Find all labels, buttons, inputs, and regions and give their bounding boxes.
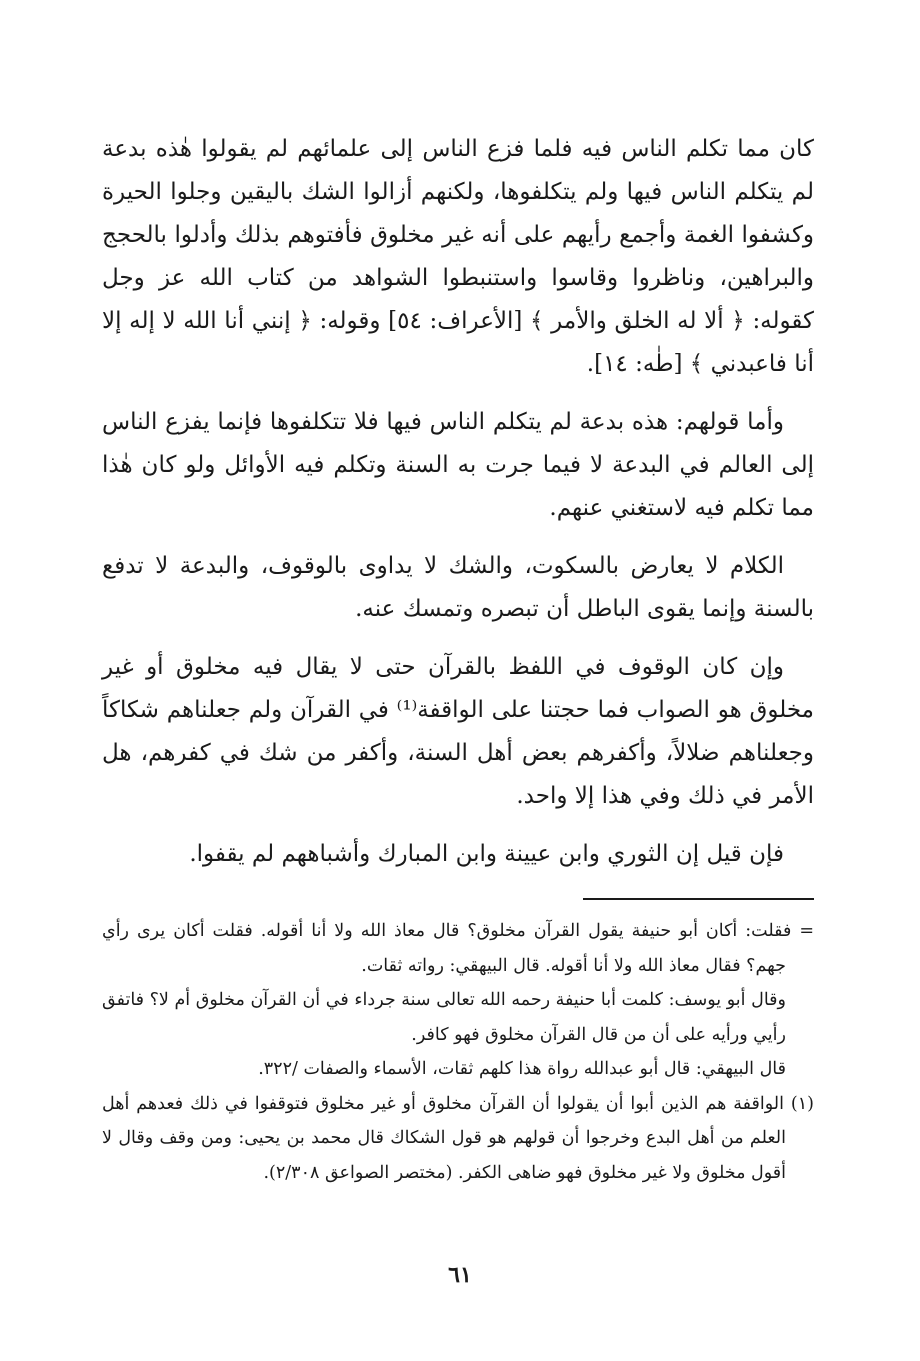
footnote-separator [583,898,814,900]
footnote-continuation: = فقلت: أكان أبو حنيفة يقول القرآن مخلوق؟ قال معاذ الله ولا أنا أقوله. فقلت أكان يرى رأي جهم؟ فقال معاذ الله ولا أنا أقوله. قال البيهقي: رواته ثقات. [102,921,814,976]
paragraph-1: كان مما تكلم الناس فيه فلما فزع الناس إلى علمائهم لم يقولوا هٰذه بدعة لم يتكلم الناس فيها ولم يتكلفوها، ولكنهم أزالوا الشك باليقين وجلوا الحيرة وكشفوا الغمة وأجمع رأيهم على أنه غير مخلوق فأفتوهم بذلك وأدلوا بالحجج والبراهين، وناظروا وقاسوا واستنبطوا الشواهد من كتاب الله عز وجل كقوله: ﴿ ألا له الخلق والأمر ﴾ [الأعراف: ٥٤] وقوله: ﴿ إنني أنا الله لا إله إلا أنا فاعبدني ﴾ [طٰه: ١٤]. [102,136,814,377]
main-text [102,128,814,876]
footnote-abu-yusuf: وقال أبو يوسف: كلمت أبا حنيفة رحمه الله تعالى سنة جرداء في أن القرآن مخلوق أم لا؟ فاتفق رأيي ورأيه على أن من قال القرآن مخلوق فهو كافر. [102,990,786,1045]
paragraph-2: وأما قولهم: هذه بدعة لم يتكلم الناس فيها فلا تتكلفوها فإنما يفزع الناس إلى العالم في البدعة لا فيما جرت به السنة وتكلم فيه الأوائل ولو كان هٰذا مما تكلم فيه لاستغني عنهم. [102,409,814,521]
footnote-1: (١) الواقفة هم الذين أبوا أن يقولوا أن القرآن مخلوق أو غير مخلوق فتوقفوا في ذلك فعدهم أهل العلم من أهل البدع وخرجوا أن قولهم هو قول الشكاك قال محمد بن يحيى: ومن وقف وقال لا أقول مخلوق ولا غير مخلوق فهو ضاهى الكفر. (مختصر الصواعق ٢/٣٠٨). [102,1093,814,1183]
paragraph-4: وإن كان الوقوف في اللفظ بالقرآن حتى لا يقال فيه مخلوق أو غير مخلوق هو الصواب فما حجتنا على الواقفة⁽¹⁾ في القرآن ولم جعلناهم شكاكاً وجعلناهم ضلالاً، وأكفرهم بعض أهل السنة، وأكفر من شك في كفرهم، هل الأمر في ذلك وفي هذا إلا واحد. [102,654,814,809]
paragraph-3: الكلام لا يعارض بالسكوت، والشك لا يداوى بالوقوف، والبدعة لا تدفع بالسنة وإنما يقوى الباطل أن تبصره وتمسك عنه. [102,553,814,622]
page-number: ٦١ [448,1262,472,1288]
paragraph-5: فإن قيل إن الثوري وابن عيينة وابن المبارك وأشباههم لم يقفوا. [189,841,784,867]
footnotes [102,914,814,1190]
footnote-bayhaqi: قال البيهقي: قال أبو عبدالله رواة هذا كلهم ثقات، الأسماء والصفات /٣٢٢. [258,1059,786,1079]
